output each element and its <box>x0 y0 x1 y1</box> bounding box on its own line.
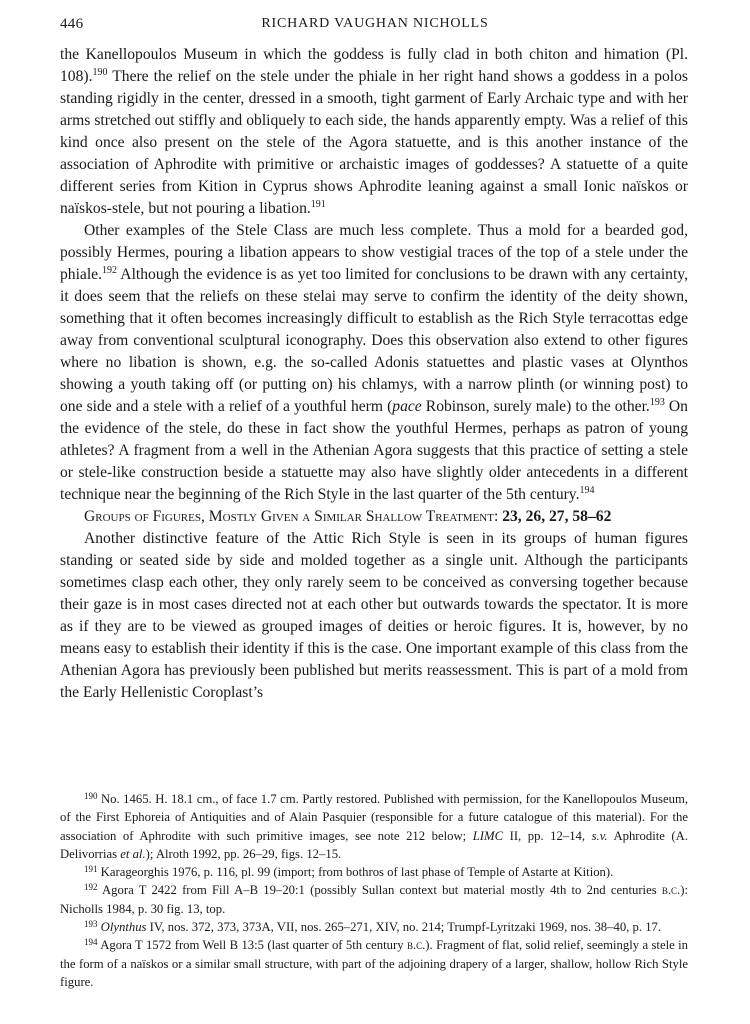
page-header <box>60 16 690 38</box>
footnote-ref-193[interactable]: 193 <box>649 397 665 408</box>
section-heading: Groups of Figures, Mostly Given a Similar Shallow Treatment: 23, 26, 27, 58–62 <box>84 508 612 525</box>
footnote-194: $^{194}$ Agora T 1572 from Well B 13:5 (last quarter of 5th century b.c.). Fragment of flat, solid relief, seemingly a stele in the form of a naïskos or a similar small structure, with part of the adjoining drapery of a larger, shallow, hollow Rich Style figure. <box>60 937 688 989</box>
footnote-ref-190[interactable]: 190 <box>92 67 108 78</box>
footnote-193: $^{193}$ Olynthus IV, nos. 372, 373, 373A, VII, nos. 265–271, XIV, no. 214; Trumpf-Lyritzaki 1969, nos. 38–40, p. 17. <box>84 919 662 935</box>
footnote-ref-192[interactable]: 192 <box>102 265 117 276</box>
paragraph-1: the Kanellopoulos Museum in which the goddess is fully clad in both chiton and himation (Pl. 108).$^{190}$ There the relief on the stele under the phiale in her right hand shows a goddess in a polos standing rigidly in the center, dressed in a smooth, tight garment of Early Archaic type and with her arms stretched out stiffly and obliquely to each side, the hands apparently empty. Was a relief of this kind once also present on the stele of the Agora statuette, and is this another instance of the association of Aphrodite with primitive or archaistic images of goddesses? A statuette of a quite different series from Kition in Cyprus shows Aphrodite leaning against a small Ionic naïskos or naïskos-stele, but not pouring a libation.$^{191}$ <box>60 46 688 217</box>
paragraph-2: Other examples of the Stele Class are much less complete. Thus a mold for a bearded god, possibly Hermes, pouring a libation appears to show vestigial traces of the top of a stele under the phiale.$^{192}$ Although the evidence is as yet too limited for conclusions to be drawn with any certainty, it does seem that the reliefs on these stelai may serve to confirm the identity of the deity shown, something that it often becomes increasingly difficult to establish as the Rich Style terracottas edge away from conventional sculptural iconography. Does this observation also extend to other figures where no libation is shown, e.g. the so-called Adonis statuettes and plastic vases at Olynthos showing a youth taking off (or putting on) his chlamys, with a narrow plinth (or winning post) to one side and a stele with a relief of a youthful herm (pace Robinson, surely male) to the other.$^{193}$ On the evidence of the stele, do these in fact show the youthful Hermes, perhaps as patron of young athletes? A fragment from a well in the Athenian Agora suggests that this practice of setting a stele or stele-like construction beside a statuette may also have slightly older antecedents in a different technique near the beginning of the Rich Style in the last quarter of the 5th century.$^{194}$ <box>60 222 688 503</box>
paragraph-3: Another distinctive feature of the Attic Rich Style is seen in its groups of human figures standing or seated side by side and molded together as a single unit. Although the participants sometimes clasp each other, they only rarely seem to be conceived as conversing together because their gaze is in most cases directed not at each other but outwards towards the spectator. It is more as if they are to be viewed as grouped images of deities or heroic figures. It is, however, by no means easy to establish their identity if this is the case. One important example of this class from the Athenian Agora has previously been published but merits reassessment. This is part of a mold from the Early Hellenistic Coroplast’s <box>60 530 688 701</box>
main-text <box>60 44 688 704</box>
footnote-ref-194[interactable]: 194 <box>579 485 595 496</box>
footnotes <box>60 790 688 991</box>
footnote-191: $^{191}$ Karageorghis 1976, p. 116, pl. 99 (import; from bothros of last phase of Temple of Astarte at Kition). <box>84 864 614 880</box>
footnote-ref-191[interactable]: 191 <box>310 199 326 210</box>
section-heading-catalogue-numbers: 23, 26, 27, 58–62 <box>502 508 612 525</box>
page-number: 446 <box>60 16 84 32</box>
footnote-190: $^{190}$ No. 1465. H. 18.1 cm., of face 1.7 cm. Partly restored. Published with permission, for the Kanellopoulos Museum, of the First Ephoreia of Antiquities and of Alain Pasquier (responsible for a future catalogue of this material). For the association of Aphrodite with such primitive images, see note 212 below; LIMC II, pp. 12–14, s.v. Aphrodite (A. Delivorrias et al.); Alroth 1992, pp. 26–29, figs. 12–15. <box>60 791 688 861</box>
running-head: RICHARD VAUGHAN NICHOLLS <box>261 16 489 31</box>
footnote-192: $^{192}$ Agora T 2422 from Fill A–B 19–20:1 (possibly Sullan context but material mostly 4th to 2nd centuries b.c.): Nicholls 1984, p. 30 fig. 13, top. <box>60 882 688 916</box>
